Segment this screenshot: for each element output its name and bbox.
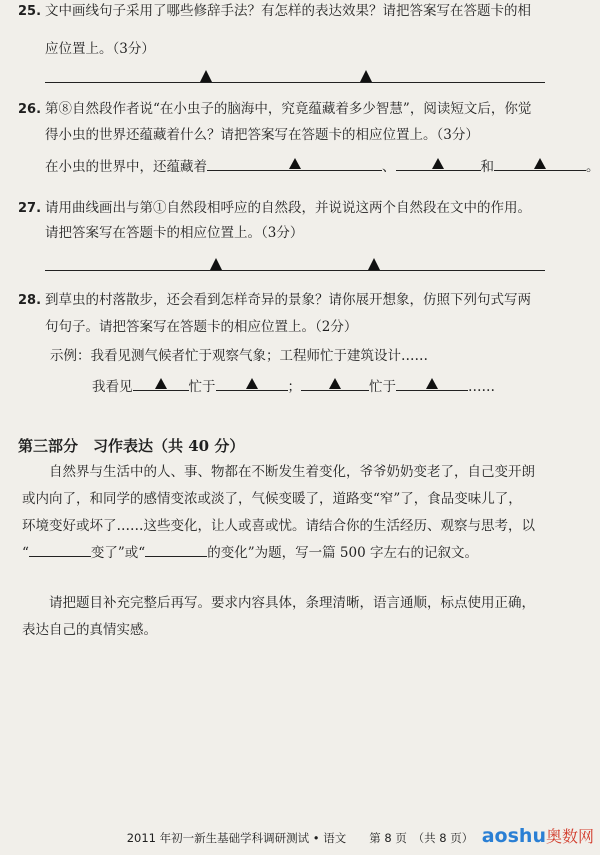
q26-period: 。 bbox=[586, 159, 600, 175]
para1-end: 的变化”为题，写一篇 500 字左右的记叙文。 bbox=[207, 545, 478, 561]
q26-fill-prefix: 在小虫的世界中，还蕴藏着 bbox=[45, 159, 207, 175]
q25-answer-line bbox=[45, 82, 545, 83]
section3-title: 第三部分 习作表达（共 40 分） bbox=[18, 437, 245, 455]
q28-text-1: 到草虫的村落散步，还会看到怎样奇异的景象？请你展开想象，仿照下列句式写两 bbox=[45, 292, 532, 308]
title-blank-2[interactable] bbox=[145, 543, 207, 557]
q27-text-1: 请用曲线画出与第①自然段相呼应的自然段，并说说这两个自然段在文中的作用。 bbox=[45, 200, 532, 216]
q25-number: 25. bbox=[18, 4, 42, 19]
q28-fill-line bbox=[92, 377, 495, 396]
q26-line2: 得小虫的世界还蕴藏着什么？请把答案写在答题卡的相应位置上。（3分） bbox=[45, 127, 479, 143]
q28-blank-1[interactable] bbox=[133, 377, 189, 391]
para1-line1: 自然界与生活中的人、事、物都在不断发生着变化，爷爷奶奶变老了，自己变开朗 bbox=[49, 464, 535, 480]
q28-triangle-2 bbox=[246, 378, 258, 389]
para1-line3: 环境变好或坏了……这些变化，让人或喜或忧。请结合你的生活经历、观察与思考，以 bbox=[22, 518, 535, 534]
section3-para1 bbox=[22, 459, 582, 567]
q28-example: 示例：我看见测气候者忙于观察气象；工程师忙于建筑设计…… bbox=[50, 348, 428, 364]
aoshu-logo bbox=[482, 824, 594, 847]
q25-triangle-1 bbox=[200, 70, 212, 82]
q25-triangle-2 bbox=[360, 70, 372, 82]
q26-fill-line bbox=[45, 157, 600, 176]
q27-triangle-1 bbox=[210, 258, 222, 270]
q28-busy-1: 忙于 bbox=[188, 379, 216, 395]
q28-semicolon: ； bbox=[287, 379, 301, 395]
q26-and: 和 bbox=[480, 159, 494, 175]
section3-para2 bbox=[22, 590, 582, 644]
q27-line1 bbox=[18, 199, 531, 218]
q27-triangle-2 bbox=[368, 258, 380, 270]
q27-number: 27. bbox=[18, 201, 42, 216]
q27-answer-line bbox=[45, 270, 545, 271]
q28-ellipsis: …… bbox=[468, 379, 495, 395]
para1-line2: 或内向了，和同学的感情变浓或淡了，气候变暖了，道路变“窄”了，食品变味儿了， bbox=[22, 491, 522, 507]
q28-line1 bbox=[18, 291, 531, 310]
para2-line2: 表达自己的真情实感。 bbox=[22, 622, 157, 638]
logo-brand: aoshu bbox=[481, 825, 546, 847]
para1-line4 bbox=[22, 540, 582, 567]
q25-text-1: 文中画线句子采用了哪些修辞手法？有怎样的表达效果？请把答案写在答题卡的相 bbox=[45, 3, 532, 19]
q28-triangle-1 bbox=[155, 378, 167, 389]
para2-line1: 请把题目补充完整后再写。要求内容具体，条理清晰，语言通顺，标点使用正确， bbox=[49, 595, 535, 611]
q25-line2: 应位置上。（3分） bbox=[45, 41, 155, 57]
q28-i-see: 我看见 bbox=[92, 379, 133, 395]
q26-triangle-1 bbox=[289, 158, 301, 169]
page-footer: 2011 年初一新生基础学科调研测试 • 语文 第 8 页 （共 8 页） bbox=[126, 831, 474, 845]
q25-line1 bbox=[18, 2, 531, 21]
q26-blank-1[interactable] bbox=[207, 157, 382, 171]
q26-comma: 、 bbox=[382, 159, 396, 175]
q27-line2: 请把答案写在答题卡的相应位置上。（3分） bbox=[45, 225, 304, 241]
q26-triangle-3 bbox=[534, 158, 546, 169]
q26-blank-2[interactable] bbox=[396, 157, 481, 171]
title-blank-1[interactable] bbox=[29, 543, 91, 557]
q26-line1 bbox=[18, 100, 531, 119]
q28-blank-2[interactable] bbox=[216, 377, 288, 391]
para1-mid: 变了”或“ bbox=[90, 545, 146, 561]
q26-triangle-2 bbox=[432, 158, 444, 169]
q28-number: 28. bbox=[18, 293, 42, 308]
q28-busy-2: 忙于 bbox=[369, 379, 396, 395]
logo-suffix: 奥数网 bbox=[545, 827, 594, 846]
para1-open-quote: “ bbox=[22, 545, 29, 561]
q28-blank-4[interactable] bbox=[396, 377, 468, 391]
q26-number: 26. bbox=[18, 102, 42, 117]
q28-blank-3[interactable] bbox=[301, 377, 369, 391]
q26-text-1: 第⑧自然段作者说“在小虫子的脑海中，究竟蕴藏着多少智慧”，阅读短文后，你觉 bbox=[45, 101, 532, 117]
q28-line2: 句句子。请把答案写在答题卡的相应位置上。（2分） bbox=[45, 319, 358, 335]
q26-blank-3[interactable] bbox=[494, 157, 586, 171]
q28-triangle-4 bbox=[426, 378, 438, 389]
q28-triangle-3 bbox=[329, 378, 341, 389]
